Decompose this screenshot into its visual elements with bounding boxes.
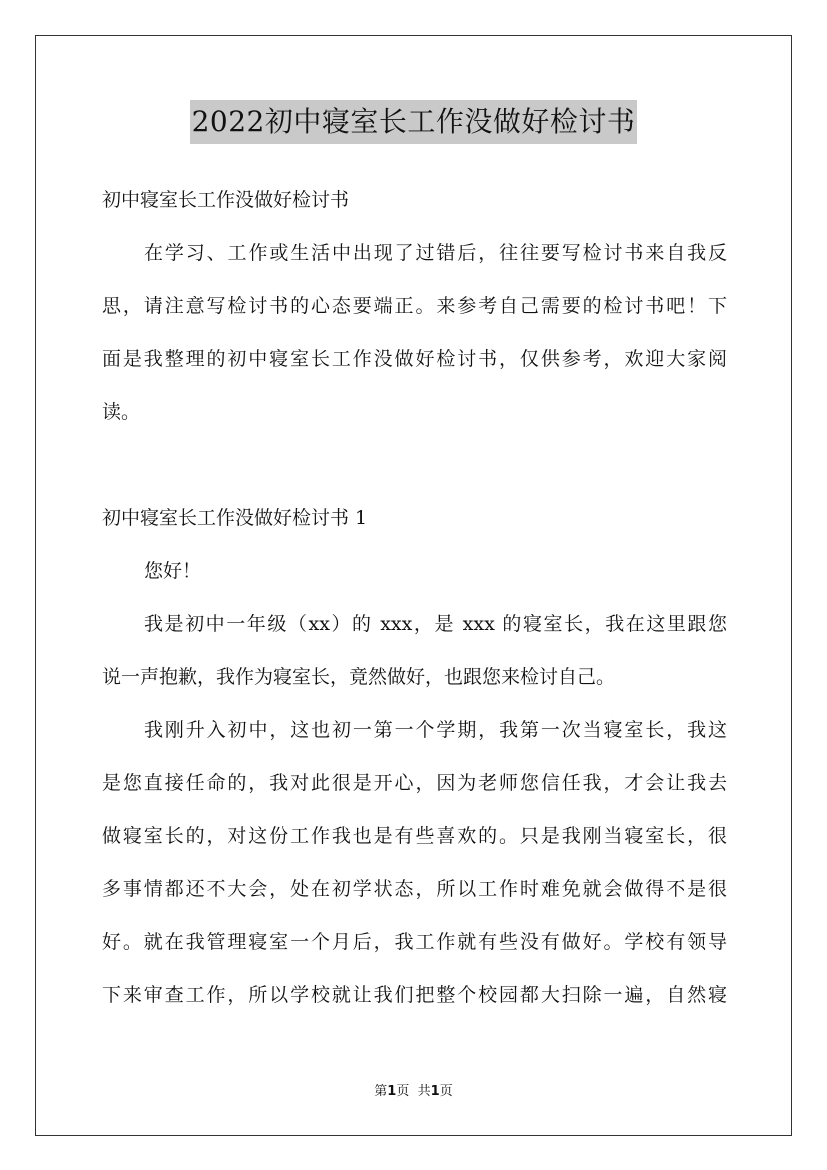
greeting-line: 您好！ [144, 560, 202, 582]
paragraph-line: 做寝室长的，对这份工作我也是有些喜欢的。只是我刚当寝室长，很 [102, 825, 727, 847]
paragraph-line: 面是我整理的初中寝室长工作没做好检讨书，仅供参考，欢迎大家阅 [102, 348, 727, 370]
paragraph-line: 是您直接任命的，我对此很是开心，因为老师您信任我，才会让我去 [102, 772, 727, 794]
paragraph-line: 思，请注意写检讨书的心态要端正。来参考自己需要的检讨书吧！下 [102, 295, 727, 317]
paragraph-line: 多事情都还不大会，处在初学状态，所以工作时难免就会做得不是很 [102, 878, 727, 900]
document-title: 2022初中寝室长工作没做好检讨书 [190, 100, 638, 144]
page-suffix: 页 [396, 1084, 410, 1099]
total-prefix: 共 [417, 1084, 431, 1099]
paragraph-line: 读。 [102, 401, 141, 423]
title-container [0, 100, 827, 144]
total-suffix: 页 [439, 1084, 453, 1099]
paragraph-line: 下来审查工作，所以学校就让我们把整个校园都大扫除一遍，自然寝 [102, 984, 727, 1006]
paragraph-line: 在学习、工作或生活中出现了过错后，往往要写检讨书来自我反 [144, 242, 727, 264]
document-body [102, 174, 727, 1022]
total-pages: 1 [430, 1084, 440, 1099]
paragraph-line: 好。就在我管理寝室一个月后，我工作就有些没有做好。学校有领导 [102, 931, 727, 953]
paragraph-line: 说一声抱歉，我作为寝室长，竟然做好，也跟您来检讨自己。 [102, 666, 616, 688]
page-footer [0, 1083, 827, 1101]
blank-line [102, 439, 727, 492]
page-prefix: 第 [374, 1084, 388, 1099]
page-number: 1 [387, 1084, 397, 1099]
section-heading: 初中寝室长工作没做好检讨书 1 [102, 507, 368, 529]
paragraph-line: 我是初中一年级（xx）的 xxx，是 xxx 的寝室长，我在这里跟您 [144, 613, 727, 635]
subtitle-line: 初中寝室长工作没做好检讨书 [102, 189, 350, 211]
paragraph-line: 我刚升入初中，这也初一第一个学期，我第一次当寝室长，我这 [144, 719, 727, 741]
